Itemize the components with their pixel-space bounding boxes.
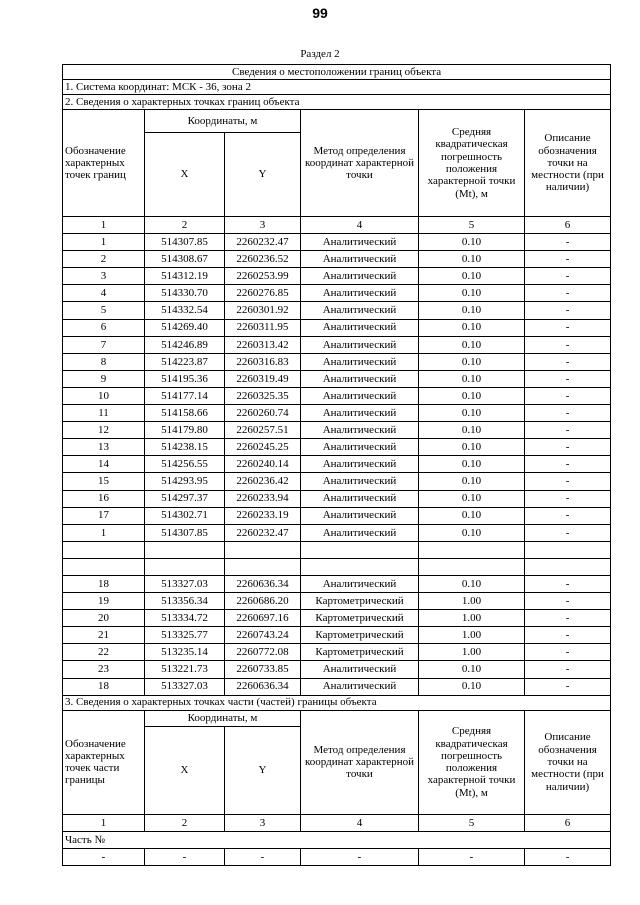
cell-error: 0.10 [419,302,525,319]
cell-x: 514238.15 [145,439,225,456]
cell-y: 2260240.14 [225,456,301,473]
cell-description: - [525,524,611,541]
cell-x: 513235.14 [145,644,225,661]
cell-x: 514195.36 [145,370,225,387]
cell-point: 4 [63,285,145,302]
cell-method: Аналитический [301,336,419,353]
table-row [63,370,611,387]
cell-point: 18 [63,678,145,695]
cell-description: - [525,336,611,353]
cell-description: 6 [525,217,611,234]
cell-error: 1.00 [419,627,525,644]
cell-method: Аналитический [301,285,419,302]
cell-y: 2260636.34 [225,575,301,592]
cell-x: - [145,848,225,865]
table-row [63,387,611,404]
cell-x: 514223.87 [145,353,225,370]
cell-y: 2260233.19 [225,507,301,524]
cell-error: 0.10 [419,456,525,473]
cell-x: 513327.03 [145,575,225,592]
cell-y: 2260772.08 [225,644,301,661]
cell-method: Картометрический [301,610,419,627]
cell-point: 1 [63,234,145,251]
cell-point: 15 [63,473,145,490]
column-numbers-row [63,814,611,831]
cell-point: 14 [63,456,145,473]
cell-method: Аналитический [301,251,419,268]
coord-system-row: 1. Система координат: МСК - 36, зона 2 [63,80,611,95]
cell-point: 3 [63,268,145,285]
header-method: Метод определения координат характерной точки [301,110,419,217]
cell-method: Аналитический [301,678,419,695]
cell-x: 514312.19 [145,268,225,285]
cell-description: - [525,490,611,507]
cell-point: 1 [63,217,145,234]
cell-y: 2260232.47 [225,234,301,251]
part-row [63,848,611,865]
cell-point: 1 [63,814,145,831]
table-row [63,473,611,490]
table-row [63,644,611,661]
table-row [63,661,611,678]
cell-method: 4 [301,814,419,831]
cell-y: - [225,848,301,865]
cell-method: Аналитический [301,370,419,387]
cell-y: 2260236.42 [225,473,301,490]
part-section-title: 3. Сведения о характерных точках части (частей) границы объекта [63,695,611,710]
cell-y: 2260276.85 [225,285,301,302]
cell-method: Картометрический [301,593,419,610]
cell-x: 514307.85 [145,234,225,251]
cell-description: - [525,387,611,404]
cell-method: Аналитический [301,319,419,336]
cell-error: 0.10 [419,439,525,456]
cell-method: Аналитический [301,661,419,678]
cell-x: 514307.85 [145,524,225,541]
cell-y: 2260245.25 [225,439,301,456]
cell-x: 514177.14 [145,387,225,404]
table-row [63,285,611,302]
header-coords: Координаты, м [145,110,301,133]
cell-x: 514158.66 [145,405,225,422]
cell-x: 513356.34 [145,593,225,610]
cell-point: 13 [63,439,145,456]
cell-point: 18 [63,575,145,592]
cell-x: 2 [145,217,225,234]
cell-y: 2260311.95 [225,319,301,336]
cell-y: 2260733.85 [225,661,301,678]
cell-point: - [63,848,145,865]
cell-point: 2 [63,251,145,268]
cell-method: Картометрический [301,627,419,644]
cell-method: Аналитический [301,387,419,404]
cell-error: 5 [419,217,525,234]
cell-point: 19 [63,593,145,610]
cell-method: Аналитический [301,575,419,592]
empty-separator-row [63,558,611,575]
cell-point: 8 [63,353,145,370]
cell-point: 10 [63,387,145,404]
cell-description: - [525,251,611,268]
header2-x: X [145,726,225,814]
cell-method: Аналитический [301,302,419,319]
cell-error: 0.10 [419,490,525,507]
cell-error: 0.10 [419,336,525,353]
cell-point: 23 [63,661,145,678]
header2-description: Описание обозначения точки на местности (при наличии) [525,710,611,814]
cell-error: 0.10 [419,405,525,422]
cell-x: 513327.03 [145,678,225,695]
cell-point: 17 [63,507,145,524]
cell-description: - [525,593,611,610]
cell-y: 2260301.92 [225,302,301,319]
cell-description: - [525,610,611,627]
cell-error: 0.10 [419,524,525,541]
cell-description: - [525,370,611,387]
table-row [63,507,611,524]
cell-description: - [525,575,611,592]
cell-error: 0.10 [419,422,525,439]
header2-method: Метод определения координат характерной точки [301,710,419,814]
cell-x: 513334.72 [145,610,225,627]
table-title: Сведения о местоположении границ объекта [63,65,611,80]
cell-point: 6 [63,319,145,336]
cell-error: 0.10 [419,473,525,490]
cell-x: 513325.77 [145,627,225,644]
cell-y: 2260636.34 [225,678,301,695]
cell-method: Аналитический [301,524,419,541]
cell-method: Аналитический [301,507,419,524]
cell-y: 2260253.99 [225,268,301,285]
cell-description: - [525,234,611,251]
cell-point: 9 [63,370,145,387]
table-row [63,524,611,541]
header-y: Y [225,133,301,217]
table-row [63,627,611,644]
cell-method: Аналитический [301,456,419,473]
cell-method: Аналитический [301,473,419,490]
cell-y: 2260257.51 [225,422,301,439]
cell-error: 0.10 [419,507,525,524]
cell-description: - [525,285,611,302]
cell-method: Картометрический [301,644,419,661]
cell-error: - [419,848,525,865]
cell-method: Аналитический [301,439,419,456]
cell-x: 514269.40 [145,319,225,336]
cell-error: 0.10 [419,251,525,268]
table-row [63,405,611,422]
cell-error: 0.10 [419,353,525,370]
cell-error: 1.00 [419,610,525,627]
cell-description: - [525,439,611,456]
table-row [63,593,611,610]
cell-error: 0.10 [419,319,525,336]
cell-point: 1 [63,524,145,541]
cell-description: - [525,268,611,285]
boundary-table [62,64,611,866]
cell-method: Аналитический [301,234,419,251]
cell-description: - [525,456,611,473]
header-error: Средняя квадратическая погрешность положения характерной точки (Mt), м [419,110,525,217]
header2-coords: Координаты, м [145,710,301,726]
cell-description: - [525,848,611,865]
cell-error: 0.10 [419,678,525,695]
cell-x: 514256.55 [145,456,225,473]
column-numbers-row [63,217,611,234]
cell-description: - [525,473,611,490]
points-section-title: 2. Сведения о характерных точках границ объекта [63,95,611,110]
cell-method: Аналитический [301,490,419,507]
cell-point: 7 [63,336,145,353]
section-label: Раздел 2 [300,48,340,60]
cell-y: 2260313.42 [225,336,301,353]
cell-description: 6 [525,814,611,831]
cell-y: 2260697.16 [225,610,301,627]
cell-error: 0.10 [419,370,525,387]
cell-method: Аналитический [301,268,419,285]
table-row [63,439,611,456]
cell-x: 514297.37 [145,490,225,507]
cell-y: 2260316.83 [225,353,301,370]
cell-method: Аналитический [301,422,419,439]
cell-description: - [525,507,611,524]
cell-point: 12 [63,422,145,439]
cell-point: 21 [63,627,145,644]
cell-y: 2260319.49 [225,370,301,387]
table-row [63,302,611,319]
cell-description: - [525,302,611,319]
cell-point: 20 [63,610,145,627]
empty-separator-row [63,541,611,558]
cell-point: 16 [63,490,145,507]
cell-description: - [525,661,611,678]
cell-point: 5 [63,302,145,319]
table-row [63,422,611,439]
table-row [63,490,611,507]
cell-y: 2260233.94 [225,490,301,507]
header-x: X [145,133,225,217]
cell-x: 514246.89 [145,336,225,353]
cell-description: - [525,422,611,439]
cell-error: 1.00 [419,644,525,661]
header2-error: Средняя квадратическая погрешность положения характерной точки (Mt), м [419,710,525,814]
cell-y: 2260232.47 [225,524,301,541]
cell-y: 3 [225,814,301,831]
cell-error: 0.10 [419,234,525,251]
table-row [63,319,611,336]
cell-point: 11 [63,405,145,422]
header-designation: Обозначение характерных точек границ [63,110,145,217]
cell-error: 0.10 [419,285,525,302]
cell-description: - [525,353,611,370]
table-row [63,336,611,353]
cell-method: Аналитический [301,353,419,370]
cell-y: 2260325.35 [225,387,301,404]
cell-x: 514330.70 [145,285,225,302]
cell-x: 514308.67 [145,251,225,268]
cell-description: - [525,319,611,336]
cell-error: 0.10 [419,575,525,592]
cell-method: Аналитический [301,405,419,422]
table-row [63,353,611,370]
cell-description: - [525,678,611,695]
cell-error: 5 [419,814,525,831]
table-row [63,268,611,285]
cell-x: 514293.95 [145,473,225,490]
cell-x: 2 [145,814,225,831]
cell-x: 514302.71 [145,507,225,524]
table-row [63,251,611,268]
page-number: 99 [312,5,328,21]
header2-designation: Обозначение характерных точек части границы [63,710,145,814]
table-row [63,234,611,251]
cell-point: 22 [63,644,145,661]
cell-y: 2260260.74 [225,405,301,422]
cell-x: 514179.80 [145,422,225,439]
cell-x: 513221.73 [145,661,225,678]
cell-method: - [301,848,419,865]
cell-error: 0.10 [419,661,525,678]
header2-y: Y [225,726,301,814]
cell-error: 1.00 [419,593,525,610]
cell-method: 4 [301,217,419,234]
cell-description: - [525,405,611,422]
cell-y: 2260236.52 [225,251,301,268]
cell-y: 2260743.24 [225,627,301,644]
table-row [63,575,611,592]
table-row [63,610,611,627]
header-description: Описание обозначения точки на местности (при наличии) [525,110,611,217]
table-row [63,678,611,695]
part-label: Часть № [63,831,611,848]
cell-y: 2260686.20 [225,593,301,610]
cell-y: 3 [225,217,301,234]
cell-description: - [525,627,611,644]
table-row [63,456,611,473]
cell-description: - [525,644,611,661]
cell-error: 0.10 [419,387,525,404]
cell-error: 0.10 [419,268,525,285]
cell-x: 514332.54 [145,302,225,319]
